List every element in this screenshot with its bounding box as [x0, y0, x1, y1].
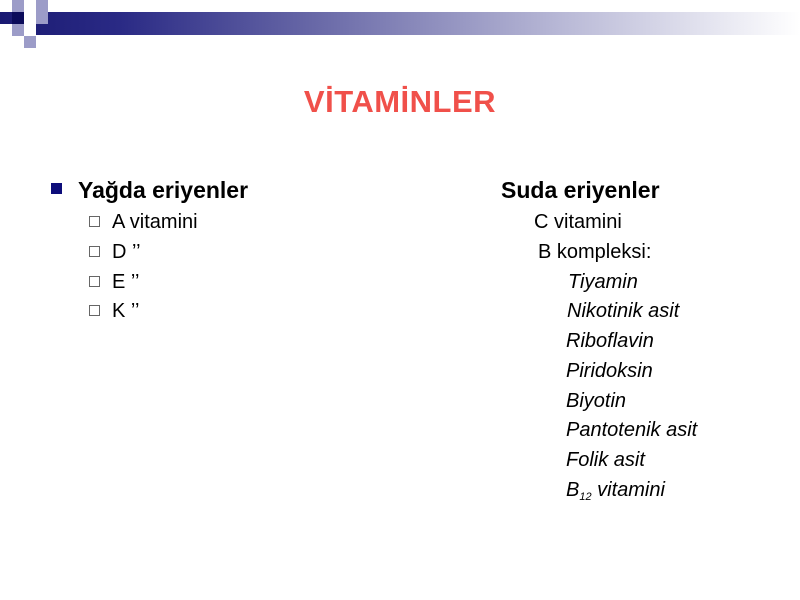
decor-square [24, 36, 36, 48]
b12-item [566, 479, 665, 503]
b12-prefix: B [566, 479, 580, 501]
b-complex-label: B kompleksi: [538, 241, 652, 263]
b-complex-item: Piridoksin [566, 360, 653, 382]
decor-square [36, 12, 48, 24]
decor-square [12, 0, 24, 12]
header-gradient-band [0, 12, 800, 35]
b12-suffix: vitamini [591, 479, 665, 501]
checkbox-square-icon [89, 305, 100, 316]
decor-square [36, 0, 48, 12]
checkbox-square-icon [89, 216, 100, 227]
fat-soluble-item: K ’’ [112, 300, 140, 322]
decor-square [12, 12, 24, 24]
b-complex-item: Biyotin [566, 390, 627, 412]
water-soluble-item: C vitamini [534, 211, 622, 233]
b-complex-item: Pantotenik asit [566, 419, 698, 441]
b-complex-item: Nikotinik asit [567, 300, 680, 322]
b-complex-item: Tiyamin [568, 271, 638, 293]
fat-soluble-item: A vitamini [112, 211, 198, 233]
decor-square [24, 0, 36, 12]
decor-square [24, 12, 36, 24]
slide-title: VİTAMİNLER [303, 84, 497, 119]
b-complex-item: Folik asit [566, 449, 645, 471]
water-soluble-heading: Suda eriyenler [501, 177, 660, 203]
b-complex-item: Riboflavin [566, 330, 654, 352]
fat-soluble-heading: Yağda eriyenler [78, 177, 249, 203]
fat-soluble-item: E ’’ [112, 271, 140, 293]
decor-square [24, 24, 36, 36]
decor-square [0, 24, 12, 36]
fat-soluble-item: D ’’ [112, 241, 141, 263]
decor-square [12, 24, 24, 36]
decor-square [0, 0, 12, 12]
checkbox-square-icon [89, 276, 100, 287]
b12-subscript: 12 [579, 491, 592, 503]
bullet-square-icon [51, 183, 62, 194]
checkbox-square-icon [89, 246, 100, 257]
